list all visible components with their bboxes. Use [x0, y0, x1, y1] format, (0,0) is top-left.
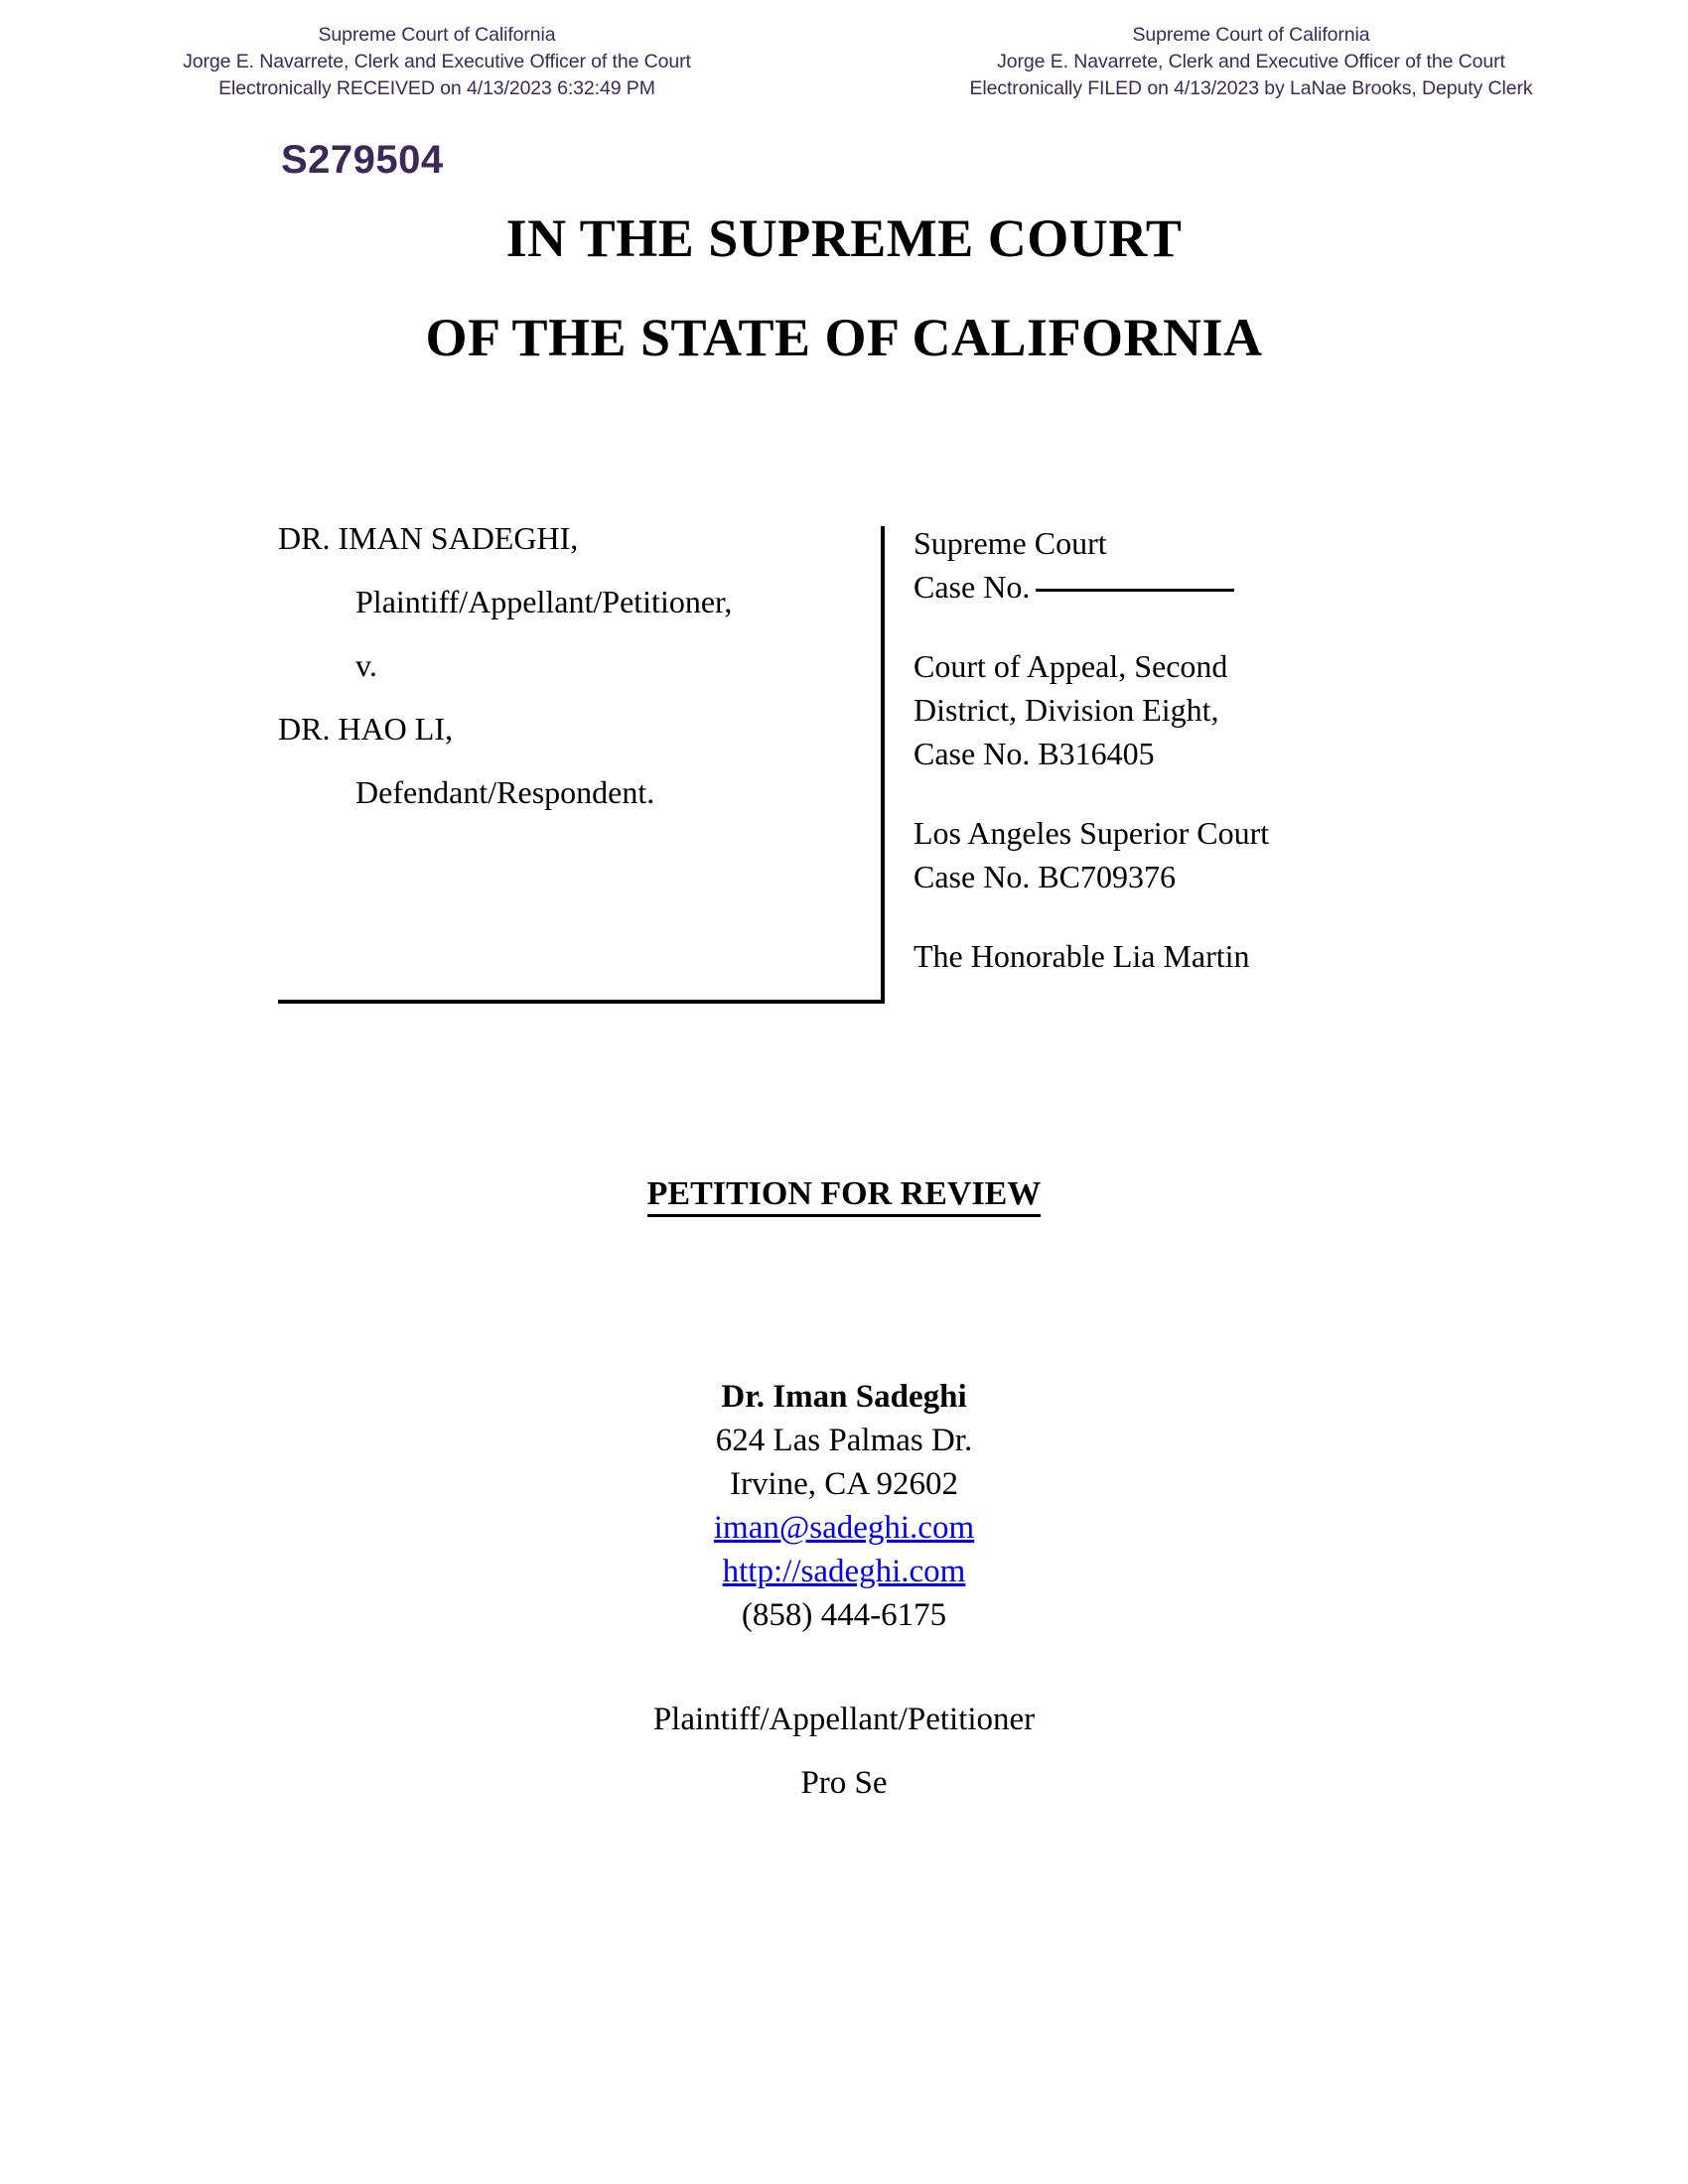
caption-parties [278, 506, 866, 824]
appeal-line2: District, Division Eight, [914, 692, 1219, 728]
superior-court-case-number: Case No. BC709376 [914, 859, 1176, 894]
court-of-appeal-group [914, 644, 1380, 775]
caption-versus: v. [355, 647, 377, 683]
stamp-received-line1: Supreme Court of California [318, 24, 556, 46]
caption-defendant-name: DR. HAO LI, [278, 711, 453, 747]
caption-vertical-divider [881, 526, 885, 1003]
stamp-received-line3: Electronically RECEIVED on 4/13/2023 6:32:49 PM [218, 77, 655, 99]
petitioner-city-state-zip: Irvine, CA 92602 [729, 1466, 959, 1502]
case-caption-block [278, 506, 1390, 1013]
petitioner-street: 624 Las Palmas Dr. [715, 1423, 973, 1458]
caption-bottom-rule [278, 1000, 885, 1004]
supreme-court-case-blank [1036, 589, 1234, 592]
court-title-line1: IN THE SUPREME COURT [505, 208, 1183, 268]
caption-case-numbers [914, 521, 1380, 978]
supreme-court-case-label: Case No. [914, 569, 1031, 605]
petitioner-email-link[interactable]: iman@sadeghi.com [713, 1510, 975, 1546]
caption-plaintiff-role: Plaintiff/Appellant/Petitioner, [355, 584, 733, 619]
petitioner-phone: (858) 444-6175 [741, 1597, 947, 1633]
capacity-representation: Pro Se [800, 1765, 888, 1801]
supreme-court-case-group [914, 521, 1380, 609]
supreme-court-label: Supreme Court [914, 525, 1107, 561]
appeal-line1: Court of Appeal, Second [914, 648, 1228, 684]
judge-name: The Honorable Lia Martin [914, 938, 1250, 974]
caption-defendant-role: Defendant/Respondent. [355, 774, 655, 810]
caption-plaintiff-name: DR. IMAN SADEGHI, [278, 520, 579, 556]
judge-group [914, 934, 1380, 978]
supreme-court-case-line [914, 565, 1380, 609]
petitioner-website-link[interactable]: http://sadeghi.com [722, 1554, 966, 1589]
court-title [0, 189, 1688, 387]
superior-court-group [914, 811, 1380, 898]
efiling-stamp-filed [839, 22, 1663, 102]
stamp-filed-line2: Jorge E. Navarrete, Clerk and Executive Officer of the Court [997, 51, 1505, 72]
appeal-case-number: Case No. B316405 [914, 736, 1155, 771]
petitioner-contact-block [0, 1375, 1688, 1637]
capacity-role: Plaintiff/Appellant/Petitioner [652, 1702, 1036, 1737]
court-title-line2: OF THE STATE OF CALIFORNIA [425, 308, 1263, 367]
supreme-court-case-number-stamp: S279504 [281, 138, 444, 182]
petitioner-capacity-block [0, 1688, 1688, 1815]
stamp-received-line2: Jorge E. Navarrete, Clerk and Executive Officer of the Court [183, 51, 691, 72]
stamp-filed-line1: Supreme Court of California [1132, 24, 1370, 46]
document-heading [0, 1175, 1688, 1213]
document-heading-text: PETITION FOR REVIEW [647, 1175, 1042, 1217]
efiling-stamp-received [30, 22, 844, 102]
stamp-filed-line3: Electronically FILED on 4/13/2023 by LaNae Brooks, Deputy Clerk [969, 77, 1533, 99]
petitioner-name: Dr. Iman Sadeghi [721, 1379, 967, 1415]
superior-court-line1: Los Angeles Superior Court [914, 815, 1270, 851]
